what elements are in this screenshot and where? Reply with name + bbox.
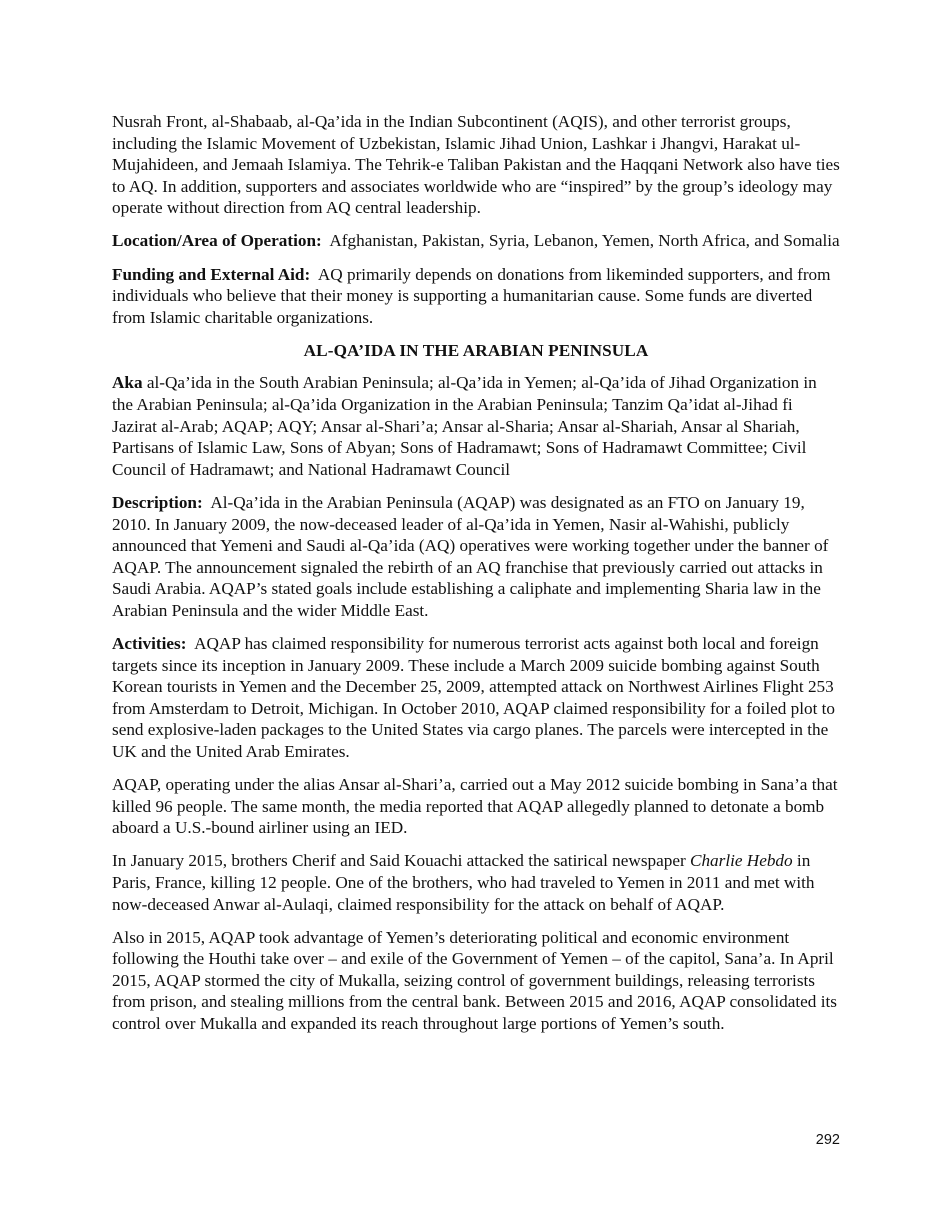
paragraph-2012: AQAP, operating under the alias Ansar al-Shari’a, carried out a May 2012 suicide bombing in Sana’a that killed 96 people. The same month, the media reported that AQAP allegedly planned to detonate a bomb aboard a U.S.-bound airliner using an IED.: [112, 775, 838, 838]
location-text: Afghanistan, Pakistan, Syria, Lebanon, Yemen, North Africa, and Somalia: [329, 231, 840, 251]
paragraph-2015-charlie-hebdo: [112, 850, 840, 915]
funding-label: Funding and External Aid:: [112, 264, 311, 284]
aka-label: Aka: [112, 373, 143, 393]
description-label: Description:: [112, 492, 203, 512]
section-title: AL-QA’IDA IN THE ARABIAN PENINSULA: [303, 340, 649, 360]
description-paragraph: [112, 492, 840, 622]
location-label: Location/Area of Operation:: [112, 231, 322, 251]
para-2015a-before: In January 2015, brothers Cherif and Said Kouachi attacked the satirical newspaper: [112, 851, 690, 871]
location-paragraph: [112, 230, 840, 252]
para-2015a-after: in Paris, France, killing 12 people. One of the brothers, who had traveled to Yemen in 2011 and met with now-deceased Anwar al-Aulaqi, claimed responsibility for the attack on behalf of AQAP.: [112, 851, 815, 914]
description-text: Al-Qa’ida in the Arabian Peninsula (AQAP) was designated as an FTO on January 19, 2010. In January 2009, the now-deceased leader of al-Qa’ida in Yemen, Nasir al-Wahishi, publicly announced that Yemeni and Saudi al-Qa’ida (AQ) operatives were working together under the banner of AQAP. The announcement signaled the rebirth of an AQ franchise that previously carried out attacks in Saudi Arabia. AQAP’s stated goals include establishing a caliphate and implementing Sharia law in the Arabian Peninsula and the wider Middle East.: [112, 492, 829, 620]
activities-label: Activities:: [112, 633, 187, 653]
intro-paragraph: Nusrah Front, al-Shabaab, al-Qa’ida in the Indian Subcontinent (AQIS), and other terrorist groups, including the Islamic Movement of Uzbekistan, Islamic Jihad Union, Lashkar i Jhangvi, Harakat ul-Mujahideen, and Jemaah Islamiya. The Tehrik-e Taliban Pakistan and the Haqqani Network also have ties to AQ. In addition, supporters and associates worldwide who are “inspired” by the group’s ideology may operate without direction from AQ central leadership.: [112, 112, 840, 218]
activities-text: AQAP has claimed responsibility for numerous terrorist acts against both local and foreign targets since its inception in January 2009. These include a March 2009 suicide bombing against South Korean tourists in Yemen and the December 25, 2009, attempted attack on Northwest Airlines Flight 253 from Amsterdam to Detroit, Michigan. In October 2010, AQAP claimed responsibility for a foiled plot to send explosive-laden packages to the United States via cargo planes. The parcels were intercepted in the UK and the United Arab Emirates.: [112, 633, 836, 761]
aka-text: al-Qa’ida in the South Arabian Peninsula; al-Qa’ida in Yemen; al-Qa’ida of Jihad Organization in the Arabian Peninsula; al-Qa’ida Organization in the Arabian Peninsula; Tanzim Qa’idat al-Jihad fi Jazirat al-Arab; AQAP; AQY; Ansar al-Shari’a; Ansar al-Sharia; Ansar al-Shariah, Ansar al Shariah, Partisans of Islamic Law, Sons of Abyan; Sons of Hadramawt; Sons of Hadramawt Committee; Civil Council of Hadramawt; and National Hadramawt Council: [112, 373, 817, 479]
page-number: 292: [815, 1132, 840, 1148]
document-body: [112, 111, 840, 1046]
aka-paragraph: [112, 372, 840, 480]
funding-paragraph: [112, 264, 840, 329]
newspaper-title: Charlie Hebdo: [689, 851, 793, 871]
funding-text: AQ primarily depends on donations from likeminded supporters, and from individuals who believe that their money is supporting a humanitarian cause. Some funds are diverted from Islamic charitable organizations.: [112, 264, 831, 327]
activities-paragraph: [112, 633, 840, 763]
paragraph-2015-mukalla: Also in 2015, AQAP took advantage of Yemen’s deteriorating political and economic environment following the Houthi take over – and exile of the Government of Yemen – of the capitol, Sana’a. In April 2015, AQAP stormed the city of Mukalla, seizing control of government buildings, releasing terrorists from prison, and stealing millions from the central bank. Between 2015 and 2016, AQAP consolidated its control over Mukalla and expanded its reach throughout large portions of Yemen’s south.: [112, 927, 837, 1033]
